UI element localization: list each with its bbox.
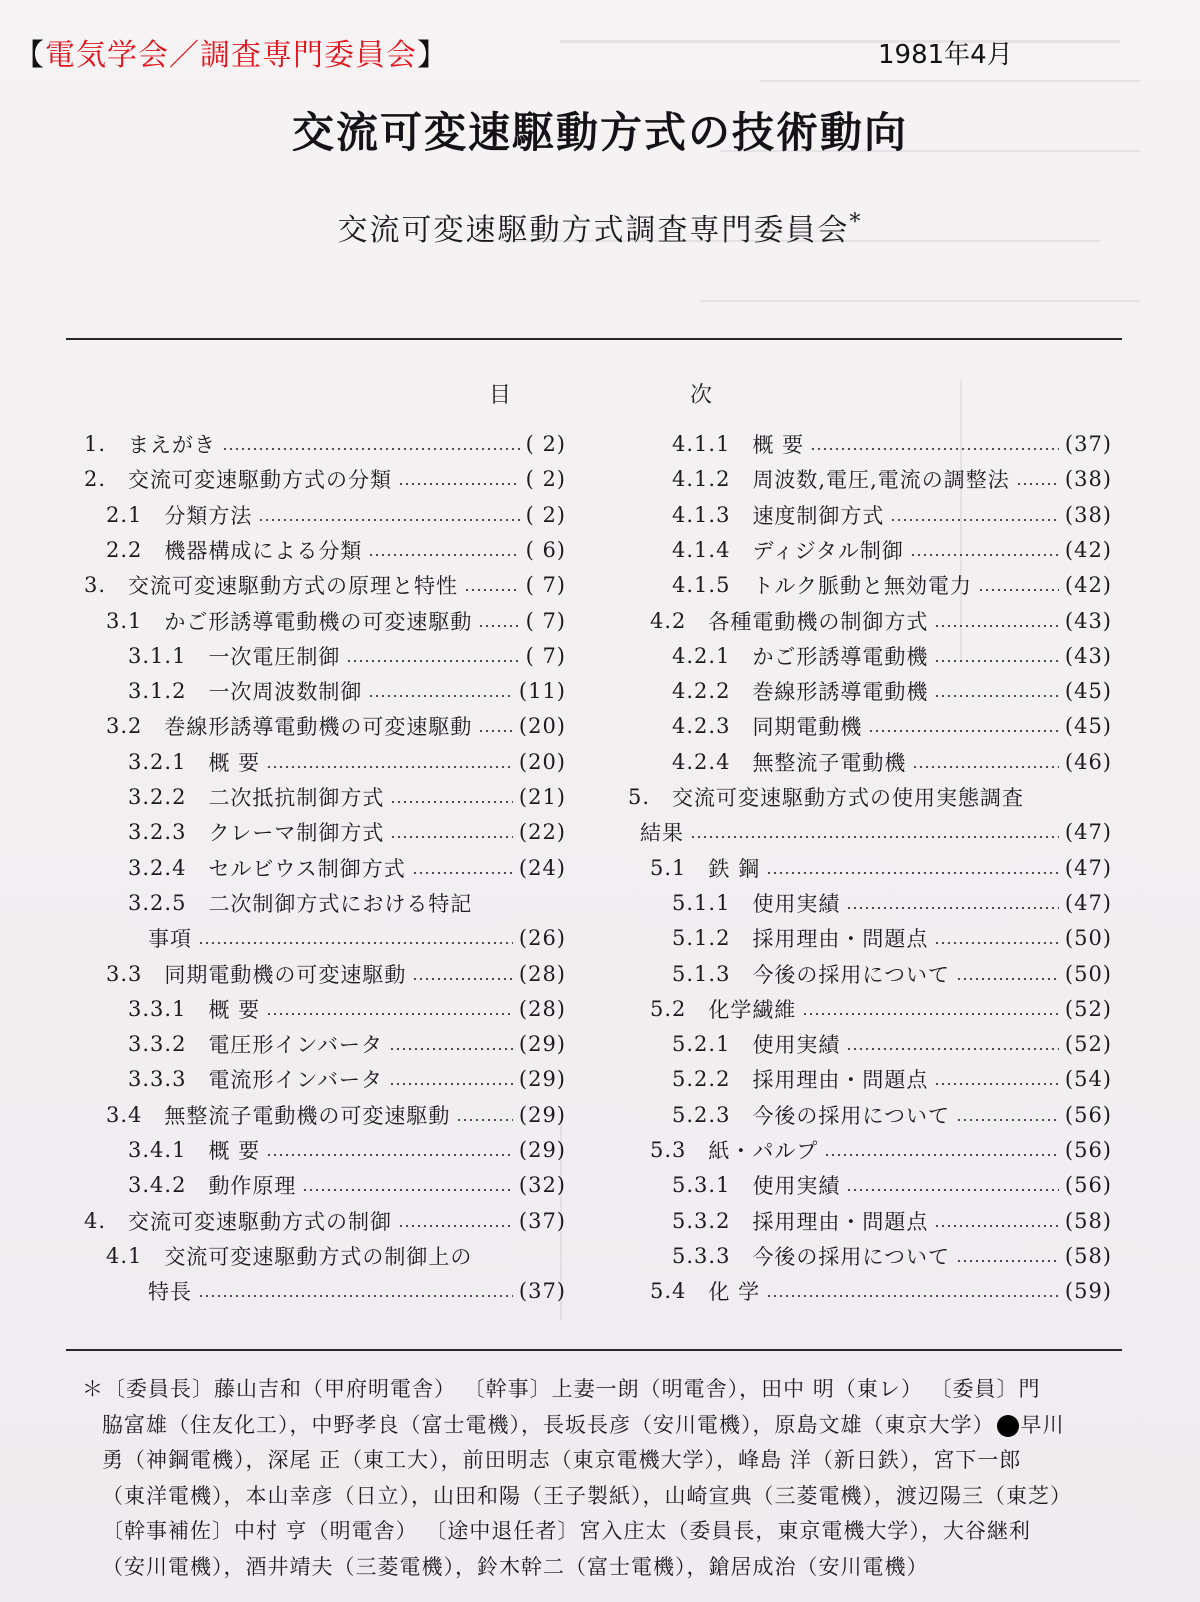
toc-entry-page: (38): [1064, 467, 1112, 492]
toc-entry-page: (37): [518, 1208, 566, 1233]
toc-entry-label: 分類方法: [164, 503, 253, 528]
toc-entry-number: 5.2.1: [672, 1032, 731, 1057]
toc-entry-number: 2.: [84, 467, 107, 492]
toc-entry-label: セルビウス制御方式: [208, 856, 406, 881]
toc-entry: [128, 674, 566, 708]
toc-leader-dots: [846, 1189, 1058, 1191]
toc-entry-label: 二次抵抗制御方式: [208, 786, 385, 810]
toc-leader-dots: [810, 448, 1059, 450]
toc-leader-dots: [846, 907, 1058, 909]
toc-leader-dots: [934, 1083, 1058, 1085]
toc-entry-number: 3.4.1: [128, 1138, 187, 1162]
footnote-line: ＊〔委員長〕藤山吉和（甲府明電舎） 〔幹事〕上妻一朗（明電舎），田中 明（東レ） 〔委員〕門: [82, 1377, 1041, 1401]
toc-entry-label: 交流可変速駆動方式の使用実態調査: [672, 786, 1025, 810]
toc-entry-page: (37): [1064, 432, 1112, 456]
toc-entry-number: 3.4.2: [128, 1173, 187, 1198]
footnote-divider: [66, 1349, 1122, 1351]
toc-entry-number: 3.3.3: [128, 1067, 187, 1092]
toc-entry-label: 一次周波数制御: [208, 680, 363, 705]
toc-entry: [628, 780, 1112, 814]
footnote-line: （安川電機），酒井靖夫（三菱電機），鈴木幹二（富士電機），鎗居成治（安川電機）: [102, 1554, 929, 1579]
toc-entry-number: 3.1.2: [128, 679, 187, 704]
toc-entry-label: 事項: [148, 927, 192, 952]
toc-entry: [128, 1168, 566, 1202]
toc-entry-label: 電流形インバータ: [208, 1068, 383, 1093]
toc-entry-label: 概 要: [208, 997, 261, 1022]
toc-entry: [650, 604, 1112, 638]
toc-leader-dots: [934, 695, 1058, 697]
toc-leader-dots: [198, 942, 513, 944]
toc-entry-number: 3.1.1: [128, 643, 187, 668]
toc-entry-page: (28): [518, 961, 566, 986]
footnote-line: 脇富雄（住友化工），中野孝良（富士電機），長坂長彦（安川電機），原島文雄（東京大学） 早川: [102, 1412, 1065, 1437]
toc-entry-label: 概 要: [752, 433, 805, 457]
toc-entry-label: かご形誘導電動機: [752, 644, 929, 669]
toc-entry: [672, 1168, 1112, 1202]
toc-entry-label: 使用実績: [752, 1174, 841, 1199]
toc-entry-label: 概 要: [208, 1139, 261, 1163]
toc-entry-number: 5.3.1: [672, 1173, 731, 1198]
toc-entry-page: (26): [518, 926, 566, 951]
toc-leader-dots: [389, 1083, 513, 1085]
toc-leader-dots: [956, 1260, 1059, 1262]
toc-entry-number: 3.2.5: [128, 890, 187, 915]
toc-leader-dots: [934, 942, 1058, 944]
toc-leader-dots: [390, 836, 512, 838]
toc-entry-number: 3.2.1: [128, 749, 187, 774]
toc-leader-dots: [478, 625, 519, 627]
toc-entry-label: 無整流子電動機の可変速駆動: [164, 1103, 451, 1128]
toc-leader-dots: [690, 836, 1059, 838]
toc-entry-number: 3.2: [106, 714, 143, 739]
toc-entry-label: 巻線形誘導電動機の可変速駆動: [164, 715, 473, 740]
toc-entry-number: 5.1.3: [672, 961, 731, 986]
toc-leader-dots: [390, 801, 512, 803]
toc-leader-dots: [934, 625, 1058, 627]
toc-entry-number: 5.4: [650, 1279, 687, 1304]
toc-entry-number: 3.2.3: [128, 820, 187, 845]
toc-entry: [106, 1239, 566, 1273]
toc-entry-page: (28): [518, 996, 566, 1021]
toc-leader-dots: [766, 872, 1059, 874]
toc-entry-number: 4.: [84, 1208, 107, 1233]
toc-entry-number: 3.3.1: [128, 996, 187, 1021]
toc-leader-dots: [910, 554, 1059, 556]
toc-entry-number: 3.1: [106, 608, 143, 633]
toc-entry-page: (38): [1064, 502, 1112, 527]
toc-entry: [672, 921, 1112, 955]
toc-leader-dots: [868, 730, 1058, 732]
toc-leader-dots: [478, 730, 512, 732]
toc-entry-number: 2.1: [106, 502, 143, 527]
toc-entry-page: ( 2): [525, 432, 566, 456]
toc-leader-dots: [412, 978, 512, 980]
toc-entry-number: 4.2.4: [672, 749, 731, 774]
toc-entry-label: 概 要: [208, 750, 261, 775]
toc-entry-number: 3.3: [106, 961, 143, 986]
toc-entry-number: 5.2.2: [672, 1067, 731, 1092]
toc-entry-label: 化 学: [708, 1280, 761, 1305]
toc-leader-dots: [346, 660, 519, 662]
toc-entry-page: (56): [1064, 1138, 1112, 1162]
toc-entry-number: 5.3.2: [672, 1208, 731, 1233]
top-divider: [66, 338, 1122, 340]
toc-entry-number: 4.2: [650, 608, 687, 633]
toc-leader-dots: [368, 554, 519, 556]
toc-entry-label: ディジタル制御: [752, 538, 904, 563]
toc-entry-page: (56): [1064, 1102, 1112, 1127]
toc-entry: [128, 886, 566, 920]
toc-entry-page: (50): [1064, 926, 1112, 951]
toc-entry: [128, 745, 566, 779]
toc-entry-label: まえがき: [128, 433, 217, 457]
toc-leader-dots: [222, 448, 520, 450]
toc-entry-label: 特長: [148, 1280, 192, 1305]
toc-leader-dots: [389, 1048, 513, 1050]
toc-entry-label: 使用実績: [752, 1033, 841, 1058]
toc-leader-dots: [302, 1189, 512, 1191]
toc-leader-dots: [456, 1119, 512, 1121]
toc-entry: [84, 568, 566, 602]
toc-leader-dots: [1016, 483, 1059, 485]
toc-leader-dots: [412, 872, 513, 874]
toc-entry-number: 3.2.2: [128, 785, 187, 809]
toc-entry: [106, 709, 566, 743]
toc-entry: [672, 745, 1112, 779]
toc-entry: [106, 1098, 566, 1132]
toc-entry-number: 5.: [628, 785, 651, 809]
toc-entry-number: 4.2.3: [672, 714, 731, 739]
toc-entry: [650, 992, 1112, 1026]
toc-entry: [106, 498, 566, 532]
toc-entry-page: (50): [1064, 961, 1112, 986]
toc-entry: [672, 498, 1112, 532]
toc-entry-label: 電圧形インバータ: [208, 1033, 383, 1058]
source-tag: 【電気学会／調査専門委員会】: [14, 38, 448, 73]
toc-entry: [672, 1027, 1112, 1061]
toc-entry-label: 交流可変速駆動方式の原理と特性: [128, 574, 459, 599]
toc-leader-dots: [464, 589, 520, 591]
toc-entry-page: (56): [1064, 1173, 1112, 1198]
toc-entry-page: (42): [1064, 537, 1112, 562]
toc-entry-page: (29): [518, 1032, 566, 1057]
toc-entry: [128, 1027, 566, 1061]
toc-entry: [672, 462, 1112, 496]
toc-entry-label: 採用理由・問題点: [752, 927, 929, 952]
toc-entry-number: 5.1.1: [672, 890, 731, 915]
toc-entry: [672, 639, 1112, 673]
toc-leader-dots: [766, 1295, 1059, 1297]
toc-entry-number: 5.2: [650, 996, 687, 1021]
toc-entry-number: 3.2.4: [128, 855, 187, 880]
toc-entry-label: 同期電動機の可変速駆動: [164, 962, 407, 987]
toc-entry-number: 4.1.2: [672, 467, 731, 492]
toc-entry: [148, 921, 566, 955]
toc-leader-dots: [802, 1013, 1058, 1015]
toc-entry-number: 4.1.4: [672, 537, 731, 562]
toc-entry: [128, 1133, 566, 1167]
footnote-line: 〔幹事補佐〕中村 亨（明電舎） 〔途中退任者〕宮入庄太（委員長，東京電機大学），大谷継利: [102, 1519, 1031, 1543]
toc-entry-label: 交流可変速駆動方式の制御上の: [164, 1244, 473, 1269]
toc-entry-label: 各種電動機の制御方式: [708, 609, 929, 634]
toc-entry: [84, 462, 566, 496]
toc-entry-label: クレーマ制御方式: [208, 821, 385, 846]
toc-leader-dots: [912, 766, 1058, 768]
toc-entry-page: (43): [1064, 608, 1112, 633]
toc-entry: [128, 639, 566, 673]
toc-entry-label: トルク脈動と無効電力: [752, 574, 973, 599]
toc-entry-number: 5.3.3: [672, 1243, 731, 1268]
toc-entry-page: (47): [1064, 890, 1112, 915]
toc-entry-number: 4.2.2: [672, 679, 731, 704]
toc-entry-number: 4.1.5: [672, 573, 731, 598]
toc-entry-number: 3.4: [106, 1102, 143, 1127]
toc-entry-page: (52): [1064, 996, 1112, 1021]
toc-leader-dots: [978, 589, 1059, 591]
toc-entry-label: 今後の採用について: [752, 962, 951, 987]
toc-entry-label: 交流可変速駆動方式の分類: [128, 468, 393, 493]
toc-entry-page: (58): [1064, 1243, 1112, 1268]
toc-entry: [672, 533, 1112, 567]
toc-entry-page: (46): [1064, 749, 1112, 774]
toc-entry-number: 4.1.3: [672, 502, 731, 527]
toc-entry: [672, 1239, 1112, 1273]
toc-entry-label: 結果: [640, 821, 684, 846]
toc-entry-label: 速度制御方式: [752, 503, 885, 528]
toc-entry-label: 紙・パルプ: [708, 1139, 819, 1163]
toc-entry-page: (54): [1064, 1067, 1112, 1092]
toc-entry: [128, 851, 566, 885]
toc-entry-label: 周波数,電圧,電流の調整法: [752, 468, 1010, 493]
footnote-line: （東洋電機），本山幸彦（日立），山田和陽（王子製紙），山崎宣典（三菱電機），渡辺陽三（東芝）: [102, 1483, 1072, 1508]
toc-entry-label: 機器構成による分類: [164, 538, 363, 563]
toc-entry-page: (22): [518, 820, 566, 845]
toc-entry: [106, 957, 566, 991]
toc-entry-label: 鉄 鋼: [708, 856, 761, 881]
toc-entry-page: ( 2): [525, 467, 566, 492]
toc-entry: [650, 1274, 1112, 1308]
toc-entry-page: (59): [1064, 1279, 1112, 1304]
toc-entry-number: 3.: [84, 573, 107, 598]
toc-entry-page: (47): [1064, 855, 1112, 880]
toc-leader-dots: [824, 1154, 1058, 1156]
toc-entry-label: 化学繊維: [708, 997, 797, 1022]
toc-entry-number: 5.1.2: [672, 926, 731, 951]
committee-member-footnote: [82, 1372, 1122, 1585]
publication-date: 1981年4月: [878, 40, 1013, 70]
toc-leader-dots: [198, 1295, 513, 1297]
toc-entry-label: 一次電圧制御: [208, 644, 341, 669]
toc-entry: [672, 709, 1112, 743]
toc-entry-number: 5.2.3: [672, 1102, 731, 1127]
toc-heading-left: 目: [489, 383, 512, 408]
toc-entry-label: 使用実績: [752, 891, 841, 916]
toc-entry: [128, 780, 566, 814]
toc-leader-dots: [956, 1119, 1059, 1121]
toc-entry-page: (58): [1064, 1208, 1112, 1233]
toc-entry-page: ( 7): [525, 608, 566, 633]
toc-entry-number: 1.: [84, 432, 107, 456]
toc-entry-page: (45): [1064, 714, 1112, 739]
toc-entry-page: (29): [518, 1138, 566, 1162]
toc-entry-label: 同期電動機: [752, 715, 863, 740]
toc-entry: [128, 1062, 566, 1096]
footnote-line: 勇（神鋼電機），深尾 正（東工大），前田明志（東京電機大学），峰島 洋（新日鉄），宮下一郎: [102, 1448, 1022, 1472]
toc-entry: [84, 1204, 566, 1238]
toc-entry: [672, 427, 1112, 461]
toc-heading-right: 次: [690, 383, 713, 408]
toc-entry-label: 採用理由・問題点: [752, 1209, 929, 1234]
toc-entry: [672, 1062, 1112, 1096]
toc-entry-page: ( 2): [525, 502, 566, 527]
toc-entry: [650, 851, 1112, 885]
toc-leader-dots: [398, 483, 520, 485]
toc-entry-label: 動作原理: [208, 1174, 297, 1199]
toc-entry-label: 巻線形誘導電動機: [752, 680, 929, 705]
toc-entry-page: (45): [1064, 679, 1112, 704]
toc-leader-dots: [266, 1154, 513, 1156]
toc-entry-page: (21): [518, 785, 566, 809]
toc-entry: [672, 957, 1112, 991]
toc-entry-page: (29): [518, 1067, 566, 1092]
toc-entry-page: (37): [518, 1279, 566, 1304]
toc-entry-number: 4.1.1: [672, 432, 731, 456]
page-title: 交流可変速駆動方式の技術動向: [291, 108, 908, 157]
toc-leader-dots: [934, 1225, 1058, 1227]
toc-leader-dots: [846, 1048, 1058, 1050]
committee-name: 交流可変速駆動方式調査専門委員会*: [337, 210, 863, 248]
toc-leader-dots: [266, 766, 513, 768]
toc-leader-dots: [398, 1225, 513, 1227]
toc-entry-label: 無整流子電動機: [752, 750, 907, 775]
toc-entry-label: 交流可変速駆動方式の制御: [128, 1209, 393, 1234]
toc-entry-label: 二次制御方式における特記: [208, 891, 473, 916]
toc-entry-label: かご形誘導電動機の可変速駆動: [164, 609, 473, 634]
toc-entry: [650, 1133, 1112, 1167]
toc-entry-page: (11): [518, 679, 566, 704]
toc-entry-page: ( 7): [525, 573, 566, 598]
toc-entry-number: 4.1: [106, 1243, 143, 1268]
toc-entry: [84, 427, 566, 461]
toc-entry: [672, 1098, 1112, 1132]
toc-entry: [672, 674, 1112, 708]
toc-leader-dots: [258, 519, 519, 521]
toc-leader-dots: [890, 519, 1058, 521]
toc-entry: [128, 992, 566, 1026]
toc-entry-label: 今後の採用について: [752, 1244, 951, 1269]
toc-entry-number: 5.1: [650, 855, 687, 880]
toc-entry: [106, 604, 566, 638]
toc-entry-page: (42): [1064, 573, 1112, 598]
toc-entry-page: ( 7): [525, 643, 566, 668]
toc-entry: [148, 1274, 566, 1308]
toc-entry-number: 3.3.2: [128, 1032, 187, 1057]
toc-entry-page: (29): [518, 1102, 566, 1127]
toc-entry-label: 今後の採用について: [752, 1103, 951, 1128]
toc-entry: [106, 533, 566, 567]
toc-entry: [672, 568, 1112, 602]
toc-entry: [128, 815, 566, 849]
toc-entry-label: 採用理由・問題点: [752, 1068, 929, 1093]
toc-entry-number: 2.2: [106, 537, 143, 562]
toc-entry: [640, 815, 1112, 849]
toc-leader-dots: [956, 978, 1059, 980]
toc-entry-page: (43): [1064, 643, 1112, 668]
toc-entry: [672, 1204, 1112, 1238]
toc-entry-page: (24): [518, 855, 566, 880]
toc-leader-dots: [934, 660, 1058, 662]
toc-leader-dots: [368, 695, 512, 697]
toc-entry-page: ( 6): [525, 537, 566, 562]
toc-entry: [672, 886, 1112, 920]
toc-entry-number: 5.3: [650, 1138, 687, 1162]
toc-entry-page: (32): [518, 1173, 566, 1198]
toc-entry-number: 4.2.1: [672, 643, 731, 668]
toc-entry-page: (20): [518, 749, 566, 774]
bullet-dot-icon: [997, 1415, 1019, 1437]
toc-entry-page: (52): [1064, 1032, 1112, 1057]
toc-entry-page: (47): [1064, 820, 1112, 845]
toc-entry-page: (20): [518, 714, 566, 739]
toc-leader-dots: [266, 1013, 513, 1015]
